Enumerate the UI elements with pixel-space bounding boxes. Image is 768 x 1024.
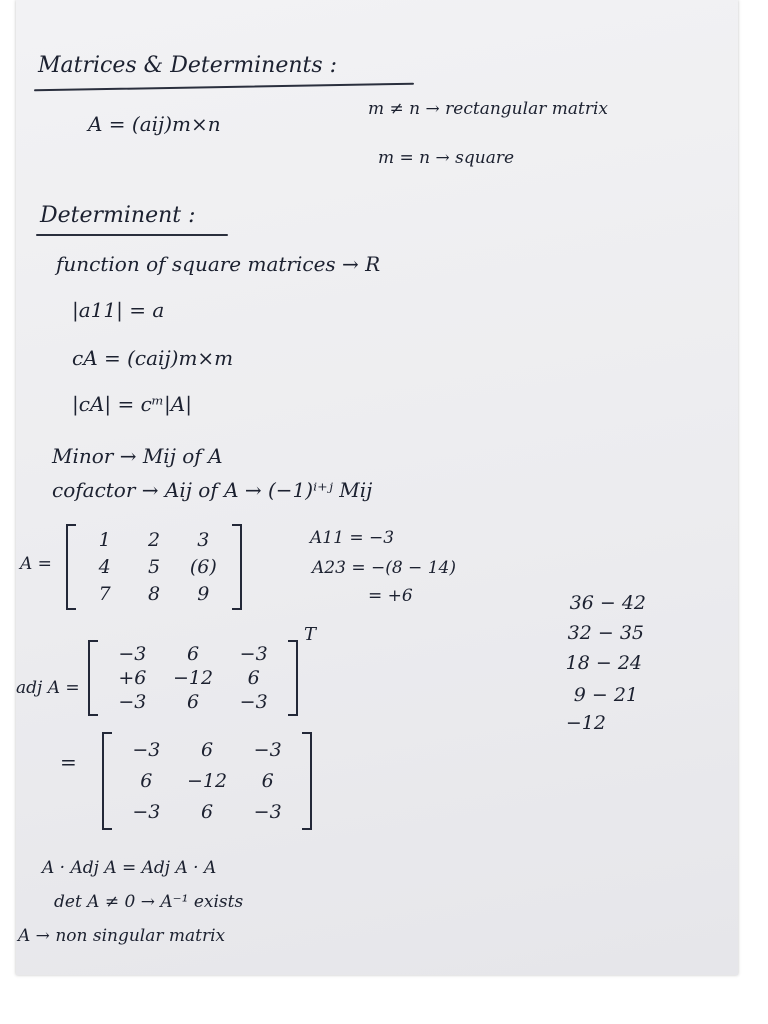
title-underline bbox=[34, 83, 414, 92]
side-calc-2: 32 − 35 bbox=[567, 622, 644, 644]
notebook-page bbox=[16, 0, 738, 975]
adj-result-cell: 6 bbox=[140, 769, 153, 792]
minor-line: Minor → Mij of A bbox=[52, 444, 223, 468]
adj-matrix bbox=[88, 640, 298, 716]
adj-result-cell: 6 bbox=[200, 801, 214, 824]
rectangular-note: m ≠ n → rectangular matrix bbox=[368, 99, 608, 119]
transpose-mark: T bbox=[304, 624, 317, 645]
side-calc-1: 36 − 42 bbox=[569, 592, 646, 614]
adj-cell: −12 bbox=[172, 667, 214, 689]
adj-result-cell: −3 bbox=[253, 801, 282, 824]
matrix-a-cell: 8 bbox=[147, 583, 161, 606]
adj-result-cell: −3 bbox=[132, 738, 161, 761]
adj-label: adj A = bbox=[16, 678, 80, 698]
det-line-4: |cA| = cᵐ|A| bbox=[72, 392, 192, 416]
adj-result-cell: 6 bbox=[200, 738, 214, 761]
side-calc-5: −12 bbox=[565, 712, 606, 734]
adj-result-cell: −3 bbox=[253, 738, 282, 761]
matrix-a-cell: 3 bbox=[197, 528, 210, 551]
adj-property: A · Adj A = Adj A · A bbox=[42, 858, 217, 878]
matrix-a-cell: 4 bbox=[98, 555, 111, 578]
side-calc-3: 18 − 24 bbox=[565, 652, 642, 674]
adj-cell: +6 bbox=[118, 667, 147, 689]
adj-cell: 6 bbox=[186, 691, 200, 713]
cofactor-a11: A11 = −3 bbox=[310, 528, 395, 548]
square-note: m = n → square bbox=[378, 148, 515, 168]
example-label: A = bbox=[20, 554, 52, 574]
adj-cell: −3 bbox=[239, 691, 268, 713]
adj-result-cell: −3 bbox=[132, 801, 161, 824]
matrix-a-cell: 9 bbox=[197, 583, 210, 606]
inverse-condition: det A ≠ 0 → A⁻¹ exists bbox=[54, 892, 244, 912]
matrix-a-cell: 7 bbox=[98, 583, 111, 606]
determinant-heading: Determinent : bbox=[40, 203, 196, 228]
adj-cell: 6 bbox=[247, 667, 260, 689]
matrix-a-cell: 2 bbox=[147, 528, 161, 551]
adj-cell: −3 bbox=[239, 643, 268, 665]
adj-result-cell: −12 bbox=[186, 769, 228, 792]
cofactor-a23-result: = +6 bbox=[368, 586, 413, 606]
matrix-a-cell: 1 bbox=[98, 528, 111, 551]
adj-result-matrix bbox=[102, 732, 312, 830]
matrix-definition: A = (aij)m×n bbox=[88, 112, 221, 136]
matrix-a-cell: (6) bbox=[189, 555, 217, 578]
page-title: Matrices & Determinents : bbox=[38, 53, 338, 78]
determinant-underline bbox=[36, 234, 228, 236]
side-calc-4: 9 − 21 bbox=[573, 684, 638, 706]
cofactor-line: cofactor → Aij of A → (−1)ⁱ⁺ʲ Mij bbox=[52, 478, 373, 502]
det-line-1: function of square matrices → R bbox=[56, 252, 381, 276]
non-singular-note: A → non singular matrix bbox=[18, 926, 226, 946]
matrix-a bbox=[66, 524, 242, 610]
det-line-3: cA = (caij)m×m bbox=[72, 346, 234, 370]
det-line-2: |a11| = a bbox=[72, 298, 165, 322]
adj-result-cell: 6 bbox=[261, 769, 274, 792]
adj-cell: −3 bbox=[118, 691, 147, 713]
cofactor-a23: A23 = −(8 − 14) bbox=[312, 558, 456, 578]
matrix-a-cell: 5 bbox=[147, 555, 161, 578]
adj-cell: −3 bbox=[118, 643, 147, 665]
adj-cell: 6 bbox=[186, 643, 200, 665]
equals-sign: = bbox=[60, 750, 77, 774]
